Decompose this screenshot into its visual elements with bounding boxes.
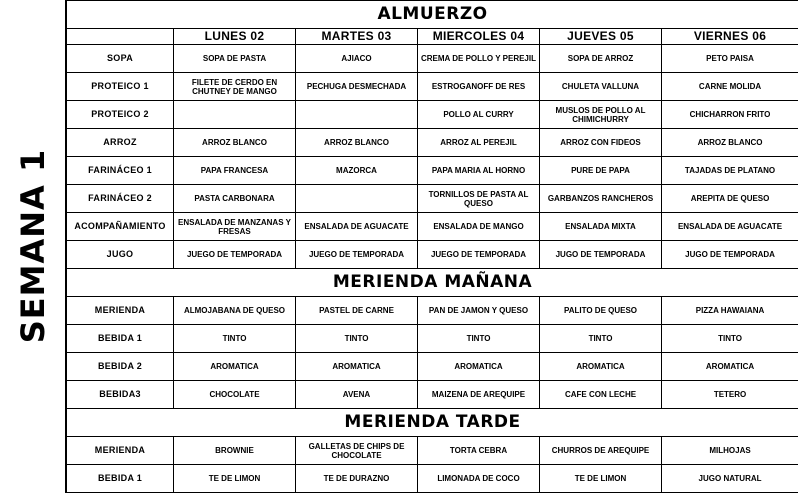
week-sidebar [0,0,66,493]
day-header: MARTES 03 [296,29,418,45]
section-title-row [67,269,798,297]
day-header: LUNES 02 [174,29,296,45]
menu-cell: TE DE LIMON [174,465,296,493]
menu-cell: PALITO DE QUESO [540,297,662,325]
menu-cell: TAJADAS DE PLATANO [662,157,798,185]
menu-cell: PECHUGA DESMECHADA [296,73,418,101]
menu-cell: AJIACO [296,45,418,73]
menu-cell: TINTO [174,325,296,353]
menu-cell: AREPITA DE QUESO [662,185,798,213]
menu-cell: LIMONADA DE COCO [418,465,540,493]
menu-cell: PASTA CARBONARA [174,185,296,213]
menu-row [67,213,798,241]
menu-cell: PAN DE JAMON Y QUESO [418,297,540,325]
menu-cell: ESTROGANOFF DE RES [418,73,540,101]
menu-cell: BROWNIE [174,437,296,465]
menu-cell: PURE DE PAPA [540,157,662,185]
menu-cell: SOPA DE PASTA [174,45,296,73]
menu-row [67,45,798,73]
section-title: ALMUERZO [67,1,798,29]
section-title-row [67,1,798,29]
menu-cell: ARROZ AL PEREJIL [418,129,540,157]
menu-cell: TORNILLOS DE PASTA AL QUESO [418,185,540,213]
menu-cell: JUGO NATURAL [662,465,798,493]
day-header: MIERCOLES 04 [418,29,540,45]
row-label: MERIENDA [67,437,174,465]
menu-cell: ENSALADA DE AGUACATE [662,213,798,241]
menu-cell: GARBANZOS RANCHEROS [540,185,662,213]
menu-cell: TINTO [418,325,540,353]
menu-cell: AROMATICA [540,353,662,381]
menu-cell: PAPA FRANCESA [174,157,296,185]
menu-cell: ALMOJABANA DE QUESO [174,297,296,325]
menu-cell: ARROZ BLANCO [174,129,296,157]
row-label: BEBIDA 2 [67,353,174,381]
day-header: JUEVES 05 [540,29,662,45]
menu-cell: CAFE CON LECHE [540,381,662,409]
menu-cell: ARROZ CON FIDEOS [540,129,662,157]
row-label: BEBIDA 1 [67,465,174,493]
menu-cell: AROMATICA [296,353,418,381]
menu-cell: MILHOJAS [662,437,798,465]
menu-cell: GALLETAS DE CHIPS DE CHOCOLATE [296,437,418,465]
menu-cell: CHOCOLATE [174,381,296,409]
menu-table [66,0,798,493]
menu-row [67,465,798,493]
menu-cell: TETERO [662,381,798,409]
menu-cell: CHULETA VALLUNA [540,73,662,101]
menu-cell: PIZZA HAWAIANA [662,297,798,325]
row-label: BEBIDA3 [67,381,174,409]
menu-cell: POLLO AL CURRY [418,101,540,129]
menu-row [67,437,798,465]
row-label: BEBIDA 1 [67,325,174,353]
row-label: PROTEICO 2 [67,101,174,129]
menu-row [67,157,798,185]
menu-cell: AROMATICA [174,353,296,381]
menu-cell: ENSALADA MIXTA [540,213,662,241]
menu-cell: TINTO [540,325,662,353]
menu-cell: JUEGO DE TEMPORADA [418,241,540,269]
menu-cell: JUGO DE TEMPORADA [662,241,798,269]
row-label: PROTEICO 1 [67,73,174,101]
menu-cell: TE DE LIMON [540,465,662,493]
menu-cell: TINTO [296,325,418,353]
menu-cell: AROMATICA [418,353,540,381]
menu-cell: PETO PAISA [662,45,798,73]
menu-cell: PAPA MARIA AL HORNO [418,157,540,185]
week-label: SEMANA 1 [14,148,52,344]
section-title: MERIENDA MAÑANA [67,269,798,297]
menu-cell: JUEGO DE TEMPORADA [296,241,418,269]
menu-row [67,381,798,409]
menu-row [67,353,798,381]
menu-row [67,325,798,353]
menu-cell: ENSALADA DE MANZANAS Y FRESAS [174,213,296,241]
menu-cell: TE DE DURAZNO [296,465,418,493]
menu-cell: PASTEL DE CARNE [296,297,418,325]
row-label: MERIENDA [67,297,174,325]
menu-cell: FILETE DE CERDO EN CHUTNEY DE MANGO [174,73,296,101]
menu-row [67,73,798,101]
menu-cell: AVENA [296,381,418,409]
row-label: FARINÁCEO 2 [67,185,174,213]
menu-cell: SOPA DE ARROZ [540,45,662,73]
menu-row [67,101,798,129]
menu-cell: TINTO [662,325,798,353]
menu-cell: CARNE MOLIDA [662,73,798,101]
menu-cell [296,101,418,129]
menu-row [67,129,798,157]
menu-cell: MAIZENA DE AREQUIPE [418,381,540,409]
row-label: FARINÁCEO 1 [67,157,174,185]
day-header-corner [67,29,174,45]
day-header-row [67,29,798,45]
menu-row [67,241,798,269]
row-label: SOPA [67,45,174,73]
menu-cell: ENSALADA DE MANGO [418,213,540,241]
menu-cell: ARROZ BLANCO [296,129,418,157]
menu-cell: CHURROS DE AREQUIPE [540,437,662,465]
menu-cell: AROMATICA [662,353,798,381]
row-label: JUGO [67,241,174,269]
section-title-row [67,409,798,437]
menu-cell: JUEGO DE TEMPORADA [174,241,296,269]
menu-cell [174,101,296,129]
menu-cell: JUGO DE TEMPORADA [540,241,662,269]
day-header: VIERNES 06 [662,29,798,45]
menu-cell: CREMA DE POLLO Y PEREJIL [418,45,540,73]
menu-cell [296,185,418,213]
menu-cell: ENSALADA DE AGUACATE [296,213,418,241]
menu-cell: MAZORCA [296,157,418,185]
menu-cell: MUSLOS DE POLLO AL CHIMICHURRY [540,101,662,129]
section-title: MERIENDA TARDE [67,409,798,437]
menu-cell: TORTA CEBRA [418,437,540,465]
row-label: ACOMPAÑAMIENTO [67,213,174,241]
menu-cell: CHICHARRON FRITO [662,101,798,129]
menu-row [67,297,798,325]
row-label: ARROZ [67,129,174,157]
menu-cell: ARROZ BLANCO [662,129,798,157]
menu-row [67,185,798,213]
